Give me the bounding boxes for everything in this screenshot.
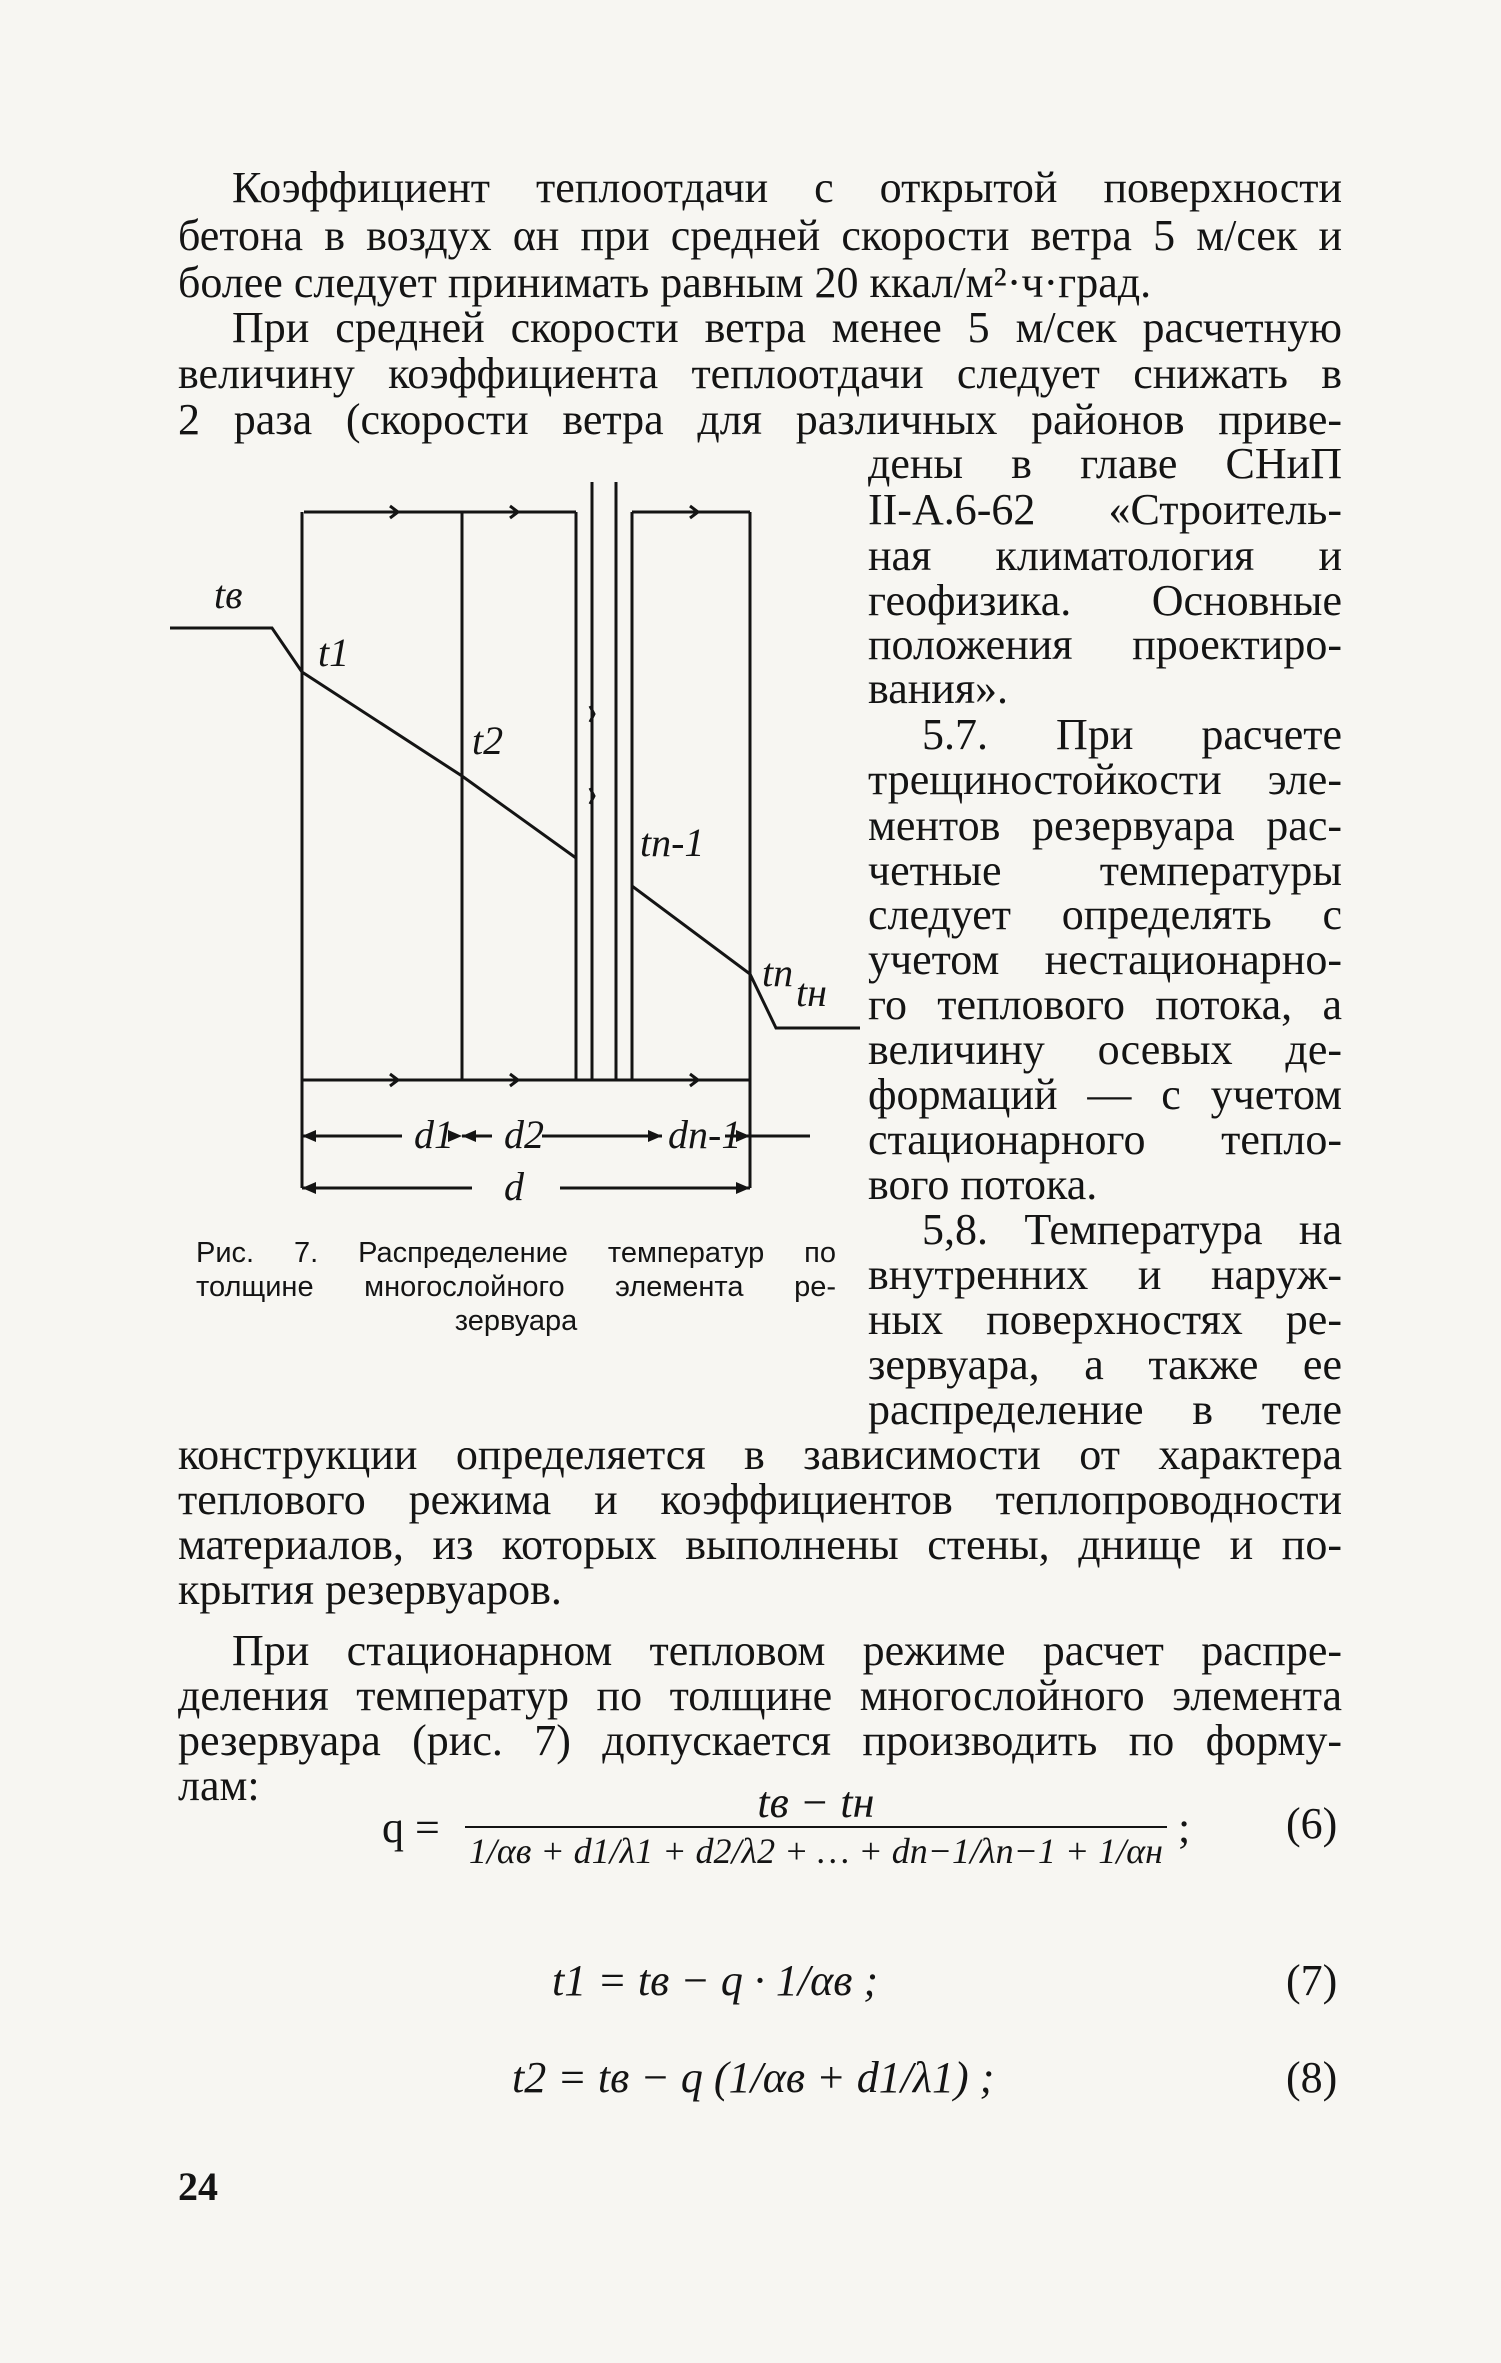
formula-8: t2 = tв − q (1/αв + d1/λ1) ; xyxy=(512,2053,995,2102)
text-line: деления температур по толщине многослойного элемента xyxy=(178,1671,1342,1720)
label-dn-1: dn-1 xyxy=(668,1112,742,1157)
formula-7: t1 = tв − q · 1/αв ; xyxy=(552,1956,879,2005)
text-line: 5.7. При расчете xyxy=(922,710,1342,759)
arrowhead xyxy=(302,1130,316,1142)
text-line: зервуара, а также ее xyxy=(868,1340,1342,1389)
formula-8-number: (8) xyxy=(1286,2053,1338,2102)
text-line: резервуара (рис. 7) допускается производить по форму- xyxy=(178,1716,1342,1765)
arrowhead xyxy=(302,1182,316,1194)
formula-6-lhs: q = xyxy=(382,1802,440,1852)
formula-6-number: (6) xyxy=(1286,1799,1338,1848)
arrowhead xyxy=(462,1130,476,1142)
formula-6-numerator: tв − tн xyxy=(465,1780,1167,1828)
text-line: При стационарном тепловом режиме расчет распре- xyxy=(232,1626,1342,1675)
text-line: материалов, из которых выполнены стены, днище и по- xyxy=(178,1520,1342,1569)
text-line: вания». xyxy=(868,664,1009,713)
text-line: ных поверхностях ре- xyxy=(868,1295,1342,1344)
text-line: 5,8. Температура на xyxy=(922,1205,1342,1254)
text-line: бетона в воздух αн при средней скорости ветра 5 м/сек и xyxy=(178,211,1342,260)
text-line: конструкции определяется в зависимости от характера xyxy=(178,1430,1342,1479)
arrowhead xyxy=(648,1130,662,1142)
figure-caption xyxy=(196,1236,836,1338)
text-line: лам: xyxy=(178,1761,260,1810)
text-line: го теплового потока, а xyxy=(868,980,1342,1029)
text-line: следует определять с xyxy=(868,890,1342,939)
caption-line: Рис. 7. Распределение температур по xyxy=(196,1237,836,1269)
label-d1: d1 xyxy=(414,1112,454,1157)
text-line: Коэффициент теплоотдачи с открытой поверхности xyxy=(232,163,1342,212)
figure-temperature-distribution xyxy=(170,476,860,1216)
text-line: ная климатология и xyxy=(868,531,1342,580)
text-line: геофизика. Основные xyxy=(868,576,1342,625)
formula-6-fraction xyxy=(465,1780,1167,1874)
text-line: распределение в теле xyxy=(868,1385,1342,1434)
label-t1: t1 xyxy=(318,630,350,675)
text-line: учетом нестационарно- xyxy=(868,935,1342,984)
text-line: дены в главе СНиП xyxy=(868,439,1342,488)
label-tn: tn xyxy=(762,950,794,995)
text-line: При средней скорости ветра менее 5 м/сек расчетную xyxy=(232,303,1342,352)
text-line: стационарного тепло- xyxy=(868,1115,1342,1164)
caption-line: зервуара xyxy=(454,1305,578,1337)
label-t-outer: tн xyxy=(796,970,827,1015)
page-number: 24 xyxy=(178,2164,218,2209)
label-d2: d2 xyxy=(504,1112,544,1157)
text-line: вого потока. xyxy=(868,1160,1098,1209)
text-line: положения проектиро- xyxy=(868,620,1342,669)
label-t2: t2 xyxy=(472,718,504,763)
caption-line: толщине многослойного элемента ре- xyxy=(196,1271,836,1303)
text-line: трещиностойкости эле- xyxy=(868,755,1342,804)
text-line: теплового режима и коэффициентов теплопроводности xyxy=(178,1475,1342,1524)
text-line: внутренних и наруж- xyxy=(868,1250,1342,1299)
label-d: d xyxy=(504,1164,524,1209)
text-line: крытия резервуаров. xyxy=(178,1565,562,1614)
temperature-profile-line xyxy=(170,628,576,858)
label-tn-1: tn-1 xyxy=(640,820,705,865)
text-line: более следует принимать равным 20 ккал/м²·ч·град. xyxy=(178,258,1152,307)
formula-7-number: (7) xyxy=(1286,1956,1338,2005)
arrowhead xyxy=(736,1182,750,1194)
text-line: величину осевых де- xyxy=(868,1025,1342,1074)
text-line: ментов резервуара рас- xyxy=(868,801,1342,850)
text-line: II-А.6-62 «Строитель- xyxy=(868,485,1342,534)
label-t-inner: tв xyxy=(214,572,243,617)
text-line: четные температуры xyxy=(868,846,1342,895)
formula-6-denominator: 1/αв + d1/λ1 + d2/λ2 + … + dn−1/λn−1 + 1/αн xyxy=(468,1831,1163,1871)
text-line: величину коэффициента теплоотдачи следует снижать в xyxy=(178,349,1342,398)
text-line: 2 раза (скорости ветра для различных районов приве- xyxy=(178,395,1342,444)
text-line: формаций — с учетом xyxy=(868,1070,1342,1119)
formula-6: q = $\frac{tв - tн}{1/\alpha в + d1/\lambda 1 + d2/\lambda 2 + \dots + dn-1/\lambda n-1 + 1/\alpha н}$ ; xyxy=(382,1780,1190,1874)
